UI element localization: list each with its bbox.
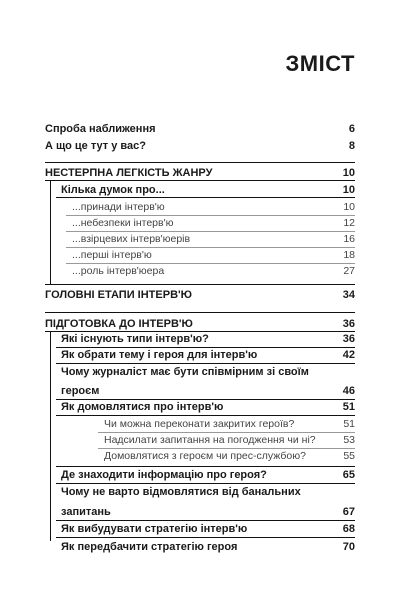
toc-part-entry — [45, 289, 355, 305]
toc-sub-label: ...роль інтерв'юера — [72, 265, 165, 277]
toc-chapter-page: 65 — [342, 469, 355, 481]
toc-chapter-label: героєм — [61, 385, 100, 397]
section-rule — [45, 331, 355, 332]
sub-rule — [66, 247, 355, 248]
page-title: ЗМІСТ — [285, 51, 355, 76]
chapter-rule — [56, 483, 355, 484]
toc-chapter-label: Як обрати тему і героя для інтерв'ю — [61, 349, 258, 361]
section-rule — [45, 180, 355, 181]
sub-rule — [66, 263, 355, 264]
chapter-rule — [56, 347, 355, 348]
toc-chapter-page: 10 — [342, 184, 355, 196]
toc-question-label: Домовлятися з героєм чи прес-службою? — [104, 450, 306, 462]
chapter-rule — [56, 363, 355, 364]
toc-chapter-page: 67 — [342, 506, 355, 518]
toc-chapter-entry — [45, 541, 355, 557]
chapter-rule — [56, 197, 355, 198]
toc-chapter-label: Чому журналіст має бути співмірним зі своїм — [61, 366, 309, 378]
toc-sub-label: ...перші інтерв'ю — [72, 249, 152, 261]
sub-rule — [98, 448, 355, 449]
toc-chapter-page: 68 — [342, 523, 355, 535]
toc-part-label: ГОЛОВНІ ЕТАПИ ІНТЕРВ'Ю — [45, 289, 192, 301]
sub-rule — [98, 432, 355, 433]
toc-question-label: Чи можна переконати закритих героїв? — [104, 418, 295, 430]
chapter-rule — [56, 399, 355, 400]
toc-chapter-label: запитань — [61, 506, 111, 518]
toc-chapter-label: Чому не варто відмовлятися від банальних — [61, 486, 301, 498]
toc-entry-label: А що це тут у вас? — [45, 140, 146, 152]
toc-chapter-label: Як вибудувати стратегію інтерв'ю — [61, 523, 248, 535]
toc-sub-label: ...небезпеки інтерв'ю — [72, 217, 174, 229]
toc-sub-page: 12 — [343, 217, 355, 229]
toc-sub-entry — [45, 265, 355, 281]
toc-sub-page: 16 — [343, 233, 355, 245]
section-rule — [45, 162, 355, 163]
toc-entry — [45, 140, 355, 156]
toc-chapter-label: Як домовлятися про інтерв'ю — [61, 401, 224, 413]
toc-question-label: Надсилати запитання на погодження чи ні? — [104, 434, 316, 446]
toc-sub-page: 18 — [343, 249, 355, 261]
toc-chapter-page: 36 — [342, 333, 355, 345]
toc-chapter-page: 51 — [342, 401, 355, 413]
toc-question-entry — [45, 450, 355, 466]
toc-sub-page: 10 — [343, 201, 355, 213]
toc-chapter-entry — [45, 366, 355, 382]
toc-chapter-entry — [45, 486, 355, 502]
toc-question-page: 53 — [343, 434, 355, 446]
toc-sub-page: 27 — [343, 265, 355, 277]
toc-chapter-page: 70 — [342, 541, 355, 553]
toc-entry-page: 8 — [348, 140, 355, 152]
toc-question-page: 55 — [343, 450, 355, 462]
toc-question-page: 51 — [343, 418, 355, 430]
toc-chapter-page: 42 — [342, 349, 355, 361]
toc-part-page: 10 — [342, 167, 355, 179]
chapter-rule — [56, 415, 355, 416]
toc-sub-label: ...взірцевих інтерв'юерів — [72, 233, 191, 245]
toc-part-page: 36 — [342, 318, 355, 330]
toc-chapter-label: Які існують типи інтерв'ю? — [61, 333, 209, 345]
toc-chapter-label: Де знаходити інформацію про героя? — [61, 469, 267, 481]
toc-entry — [45, 123, 355, 139]
chapter-rule — [56, 537, 355, 538]
toc-part-label: ПІДГОТОВКА ДО ІНТЕРВ'Ю — [45, 318, 193, 330]
toc-part-page: 34 — [342, 289, 355, 301]
sub-rule — [66, 231, 355, 232]
toc-sub-label: ...принади інтерв'ю — [72, 201, 165, 213]
toc-chapter-label: Як передбачити стратегію героя — [61, 541, 238, 553]
toc-entry-page: 6 — [348, 123, 355, 135]
toc-part-label: НЕСТЕРПНА ЛЕГКІСТЬ ЖАНРУ — [45, 167, 213, 179]
sub-rule — [66, 215, 355, 216]
section-rule — [45, 284, 355, 285]
chapter-rule — [56, 520, 355, 521]
toc-chapter-label: Кілька думок про... — [61, 184, 165, 196]
toc-entry-label: Спроба наближення — [45, 123, 156, 135]
toc-chapter-page: 46 — [342, 385, 355, 397]
chapter-rule — [56, 466, 355, 467]
section-rule — [45, 312, 355, 313]
